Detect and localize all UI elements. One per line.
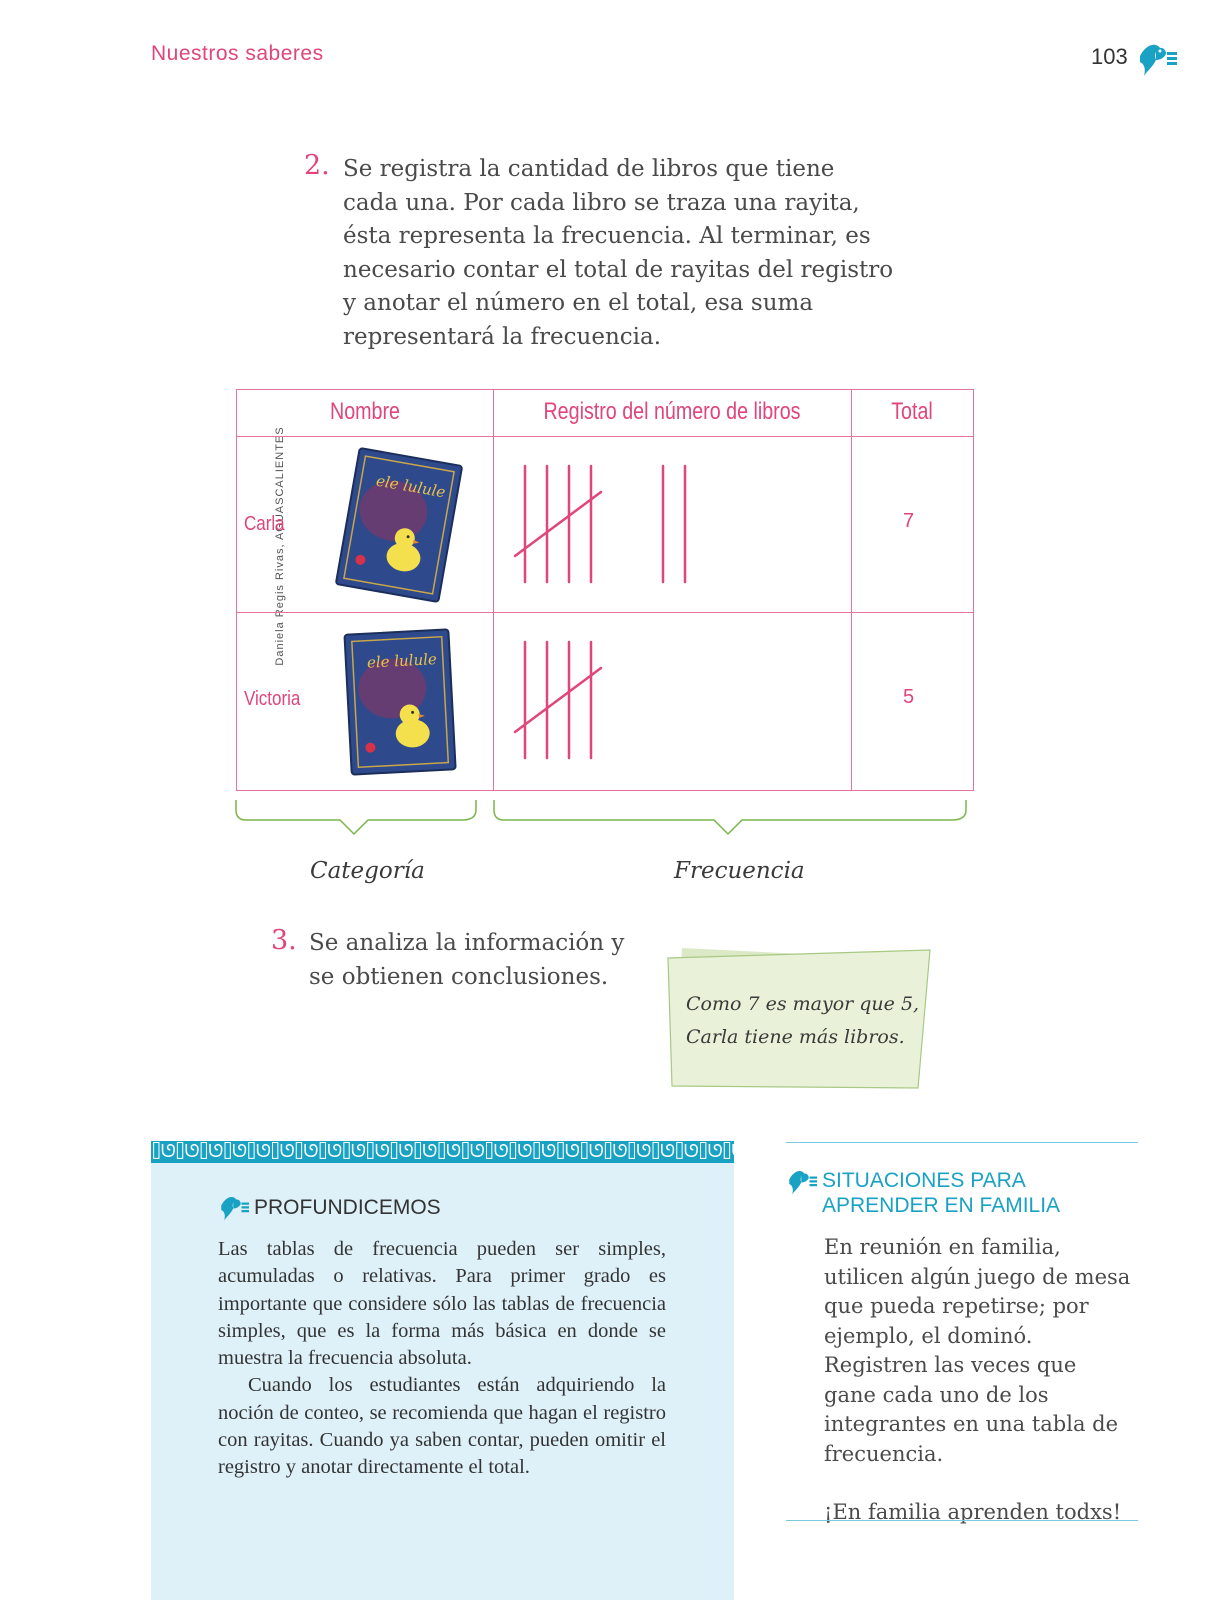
row-name-carla: Carla (244, 513, 285, 535)
label-frecuencia: Frecuencia (674, 858, 805, 884)
divider (786, 1142, 1138, 1143)
frequency-table (236, 389, 974, 791)
situaciones-title-line-2: APRENDER EN FAMILIA (822, 1194, 1061, 1217)
decorative-band: ⌷ᘎ⌷ᘎ⌷ᘎ⌷ᘎ⌷ᘎ⌷ᘎ⌷ᘎ⌷ᘎ⌷ᘎ⌷ᘎ⌷ᘎ⌷ᘎ⌷ᘎ⌷ᘎ⌷ᘎ⌷ᘎ⌷ᘎ⌷ᘎ⌷ᘎ⌷ᘎ⌷ᘎ⌷ᘎ⌷ᘎ⌷ᘎ⌷ᘎ⌷ᘎ⌷ᘎ⌷ᘎ⌷ᘎ⌷ᘎ (151, 1141, 865, 1162)
situaciones-closing: ¡En familia aprenden todxs! (824, 1500, 1122, 1524)
situaciones-body (824, 1233, 1134, 1528)
profundicemos-title: PROFUNDICEMOS (254, 1196, 441, 1219)
step-2-number: 2. (304, 150, 330, 181)
step-3-text: Se analiza la información y se obtienen conclusiones. (309, 930, 625, 990)
tally-marks-carla (493, 436, 851, 612)
photo-credit: Daniela Regis Rivas, AGUASCALIENTES (274, 426, 286, 666)
page-number: 103 (1091, 44, 1128, 69)
situaciones-paragraph: En reunión en familia, utilicen algún juego de mesa que pueda repetirse; por ejemplo, el dominó. Registren las veces que gane cada uno de los integrantes en una tabla de frecuencia. (824, 1235, 1131, 1466)
tally-marks-victoria (493, 612, 851, 790)
header-total: Total (891, 398, 933, 425)
step-3-number: 3. (271, 925, 297, 956)
book-title-text: ele lulule (374, 471, 447, 502)
grouping-braces (232, 798, 980, 854)
row-name-victoria: Victoria (244, 688, 301, 710)
brace-categoria (236, 800, 476, 834)
profundicemos-paragraph-1: Las tablas de frecuencia pueden ser simples, acumuladas o relativas. Para primer grado es importante que considere sólo las tablas de frecuencia simples, que es la forma más básica en donde se muestra la frecuencia absoluta. (218, 1238, 666, 1370)
section-title: Nuestros saberes (151, 42, 324, 65)
note-line-2: Carla tiene más libros. (686, 1026, 905, 1048)
note-line-1: Como 7 es mayor que 5, (686, 993, 920, 1015)
label-categoria: Categoría (310, 858, 425, 884)
profundicemos-paragraph-2: Cuando los estudiantes están adquiriendo la noción de conteo, se recomienda que hagan el registro con rayitas. Cuando ya saben contar, pueden omitir el registro y anotar directamente el total. (218, 1374, 666, 1479)
row-total-victoria: 5 (903, 686, 915, 708)
situaciones-title (822, 1168, 1060, 1218)
tally-diagonal (515, 668, 601, 732)
profundicemos-body (218, 1236, 666, 1482)
tally-diagonal (515, 492, 601, 556)
conclusion-note (660, 940, 940, 1096)
hummingbird-logo-icon (218, 1192, 250, 1222)
divider (786, 1520, 1138, 1521)
row-total-carla: 7 (903, 510, 915, 532)
step-2-text: Se registra la cantidad de libros que tiene cada una. Por cada libro se traza una rayita, ésta representa la frecuencia. Al terminar, es necesario contar el total de rayitas del registro y anotar el número en el total, esa suma representará la frecuencia. (343, 156, 894, 350)
hummingbird-logo-icon (1136, 38, 1178, 78)
book-image (329, 442, 469, 608)
situaciones-title-line-1: SITUACIONES PARA (822, 1169, 1026, 1192)
brace-frecuencia (494, 800, 966, 834)
header-nombre: Nombre (329, 398, 400, 425)
book-image (335, 618, 465, 784)
header-registro: Registro del número de libros (543, 398, 801, 425)
hummingbird-logo-icon (786, 1166, 818, 1196)
book-title-text: ele lulule (366, 650, 438, 672)
